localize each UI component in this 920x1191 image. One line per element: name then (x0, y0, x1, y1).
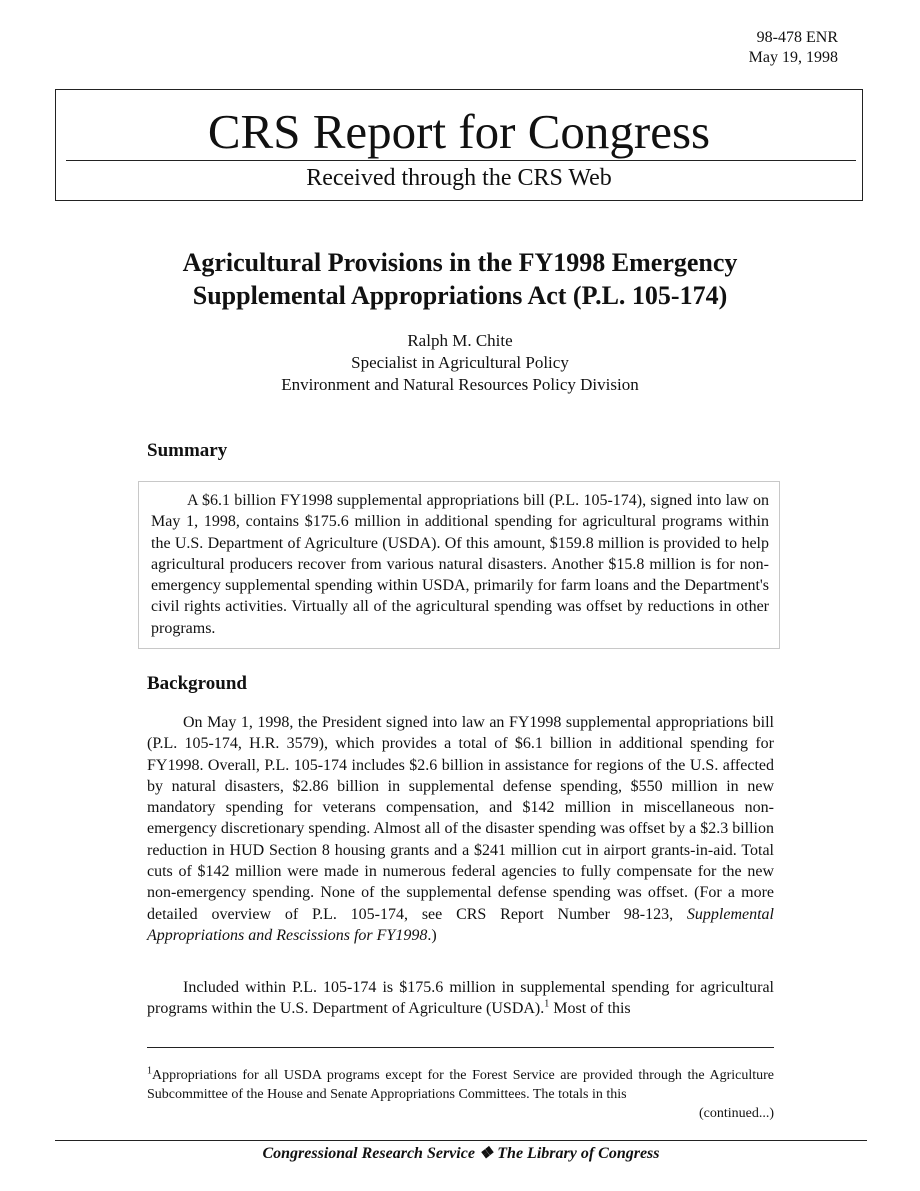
background-paragraph-1 (147, 712, 774, 946)
footnote-divider (147, 1047, 774, 1048)
page-footer: Congressional Research Service ❖ The Library of Congress (262, 1145, 660, 1162)
footnote-text: Appropriations for all USDA programs except for the Forest Service are provided through the Agriculture Subcommittee of the House and Senate Appropriations Committees. The totals in this (147, 1068, 774, 1102)
report-title-line-2: Supplemental Appropriations Act (P.L. 105-174) (192, 281, 728, 310)
report-identifier (749, 28, 838, 68)
background-heading: Background (147, 673, 247, 694)
report-date: May 19, 1998 (748, 49, 838, 66)
author-division: Environment and Natural Resources Policy Division (281, 375, 639, 394)
report-banner (55, 89, 863, 201)
background-paragraph-2 (147, 977, 774, 1020)
author-position: Specialist in Agricultural Policy (351, 353, 569, 372)
report-title-line-1: Agricultural Provisions in the FY1998 Emergency (182, 248, 738, 277)
author-block (100, 330, 820, 396)
banner-title: CRS Report for Congress (207, 104, 711, 159)
footnote-continued: (continued...) (698, 1106, 774, 1121)
report-title (100, 246, 820, 312)
cited-report-title: Supplemental Appropriations and Rescissions for FY1998 (147, 905, 774, 944)
background-paragraph-2-end: Most of this (549, 1000, 631, 1018)
background-paragraph-1-end: .) (427, 926, 437, 944)
footnote (147, 1066, 774, 1104)
footer-divider (55, 1140, 867, 1141)
summary-box (138, 481, 780, 649)
summary-text: A $6.1 billion FY1998 supplemental appropriations bill (P.L. 105-174), signed into law on May 1, 1998, contains $175.6 million in additional spending for agricultural programs within the U.S. Department of Agriculture (USDA). Of this amount, $159.8 million is provided to help agricultural producers recover from various natural disasters. Another $15.8 million is for non-emergency supplemental spending within USDA, primarily for farm loans and the Department's civil rights activities. Virtually all of the agricultural spending was offset by reductions in other programs. (151, 492, 769, 637)
report-number: 98-478 ENR (756, 29, 838, 46)
footnote-reference: 1 (544, 998, 550, 1010)
summary-heading: Summary (147, 440, 228, 461)
background-paragraph-1-text: On May 1, 1998, the President signed into law an FY1998 supplemental appropriations bill (P.L. 105-174, H.R. 3579), which provides a total of $6.1 billion in additional spending for FY1998. Overall, P.L. 105-174 includes $2.6 billion in assistance for regions of the U.S. affected by natural disasters, $2.86 billion in supplemental defense spending, $550 million in new mandatory spending for veterans compensation, and $142 million in miscellaneous non-emergency discretionary spending. Almost all of the disaster spending was offset by a $2.3 billion reduction in HUD Section 8 housing grants and a $241 million cut in airport grants-in-aid. Total cuts of $142 million were made in numerous federal agencies to fully compensate for the new non-emergency spending. None of the supplemental defense spending was offset. (For a more detailed overview of P.L. 105-174, see CRS Report Number 98-123, (147, 714, 774, 923)
author-name: Ralph M. Chite (407, 331, 513, 350)
banner-subtitle: Received through the CRS Web (306, 165, 612, 191)
background-paragraph-2-text: Included within P.L. 105-174 is $175.6 million in supplemental spending for agricultural programs within the U.S. Department of Agriculture (USDA). (147, 979, 774, 1018)
banner-divider (66, 160, 856, 161)
footnote-marker: 1 (147, 1065, 152, 1077)
